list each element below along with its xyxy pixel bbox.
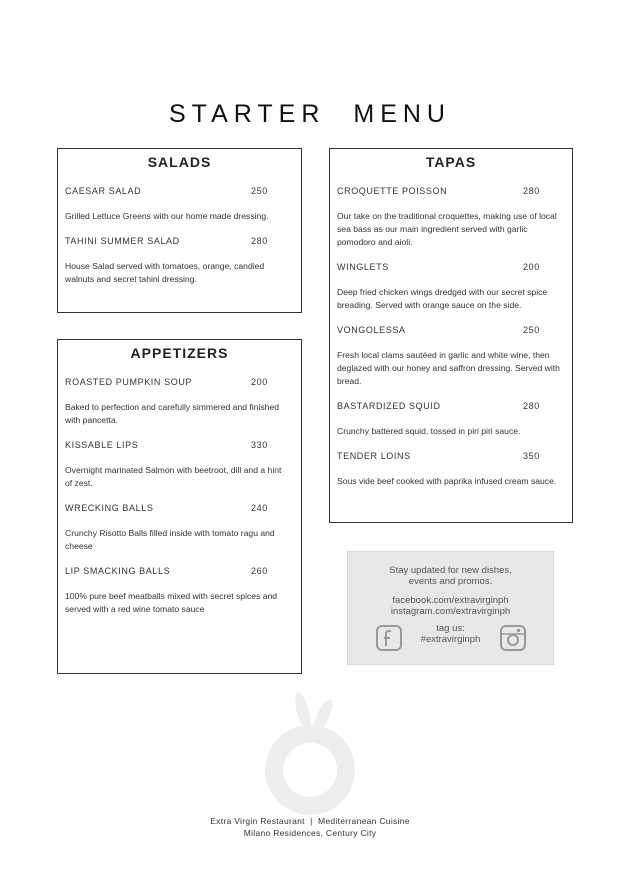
item-description: Crunchy Risotto Balls filled inside with tomato ragu and cheese [65,528,275,551]
instagram-icon[interactable] [500,625,526,651]
section-heading: TAPAS [425,154,477,170]
item-price: 250 [523,325,540,335]
item-name: CAESAR SALAD [65,186,142,196]
menu-item [337,450,565,463]
item-name: TENDER LOINS [337,451,411,461]
appetizers-section [57,339,302,674]
item-name: TAHINI SUMMER SALAD [65,236,180,246]
item-description: Overnight marinated Salmon with beetroot, dill and a hint of zest. [65,465,282,488]
menu-item [337,324,565,337]
item-name: WRECKING BALLS [65,503,154,513]
menu-item [65,439,294,452]
salads-section [57,148,302,313]
menu-item [337,185,565,198]
item-description: Deep fried chicken wings dredged with our secret spice breading. Served with orange sauce on the side. [337,287,548,310]
item-name: LIP SMACKING BALLS [65,566,171,576]
facebook-link[interactable]: facebook.com/extravirginph [392,595,509,606]
item-price: 350 [523,451,540,461]
item-price: 260 [251,566,268,576]
item-name: KISSABLE LIPS [65,440,139,450]
title-word-starter: STARTER [169,100,326,128]
hashtag: #extravirginph [420,634,481,645]
menu-item [65,185,294,198]
menu-item [337,400,565,413]
item-price: 240 [251,503,268,513]
item-description: Sous vide beef cooked with paprika infused cream sauce. [337,476,557,486]
section-heading: SALADS [147,154,212,170]
menu-item [65,502,294,515]
promo-text: Stay updated for new dishes, [389,565,512,576]
item-description: Our take on the traditional croquettes, making use of local sea bass as our main ingredient served with garlic pomodoro and aioli. [337,211,557,247]
footer [0,815,620,839]
item-name: ROASTED PUMPKIN SOUP [65,377,193,387]
item-description: Baked to perfection and carefully simmered and finished with pancetta. [65,402,280,425]
menu-item [65,565,294,578]
menu-item [65,235,294,248]
promo-text: events and promos. [408,576,493,587]
instagram-link[interactable]: instagram.com/extravirginph [390,606,511,617]
item-description: Grilled Lettuce Greens with our home made dressing. [65,211,269,221]
item-name: BASTARDIZED SQUID [337,401,441,411]
item-description: Fresh local clams sautéed in garlic and white wine, then deglazed with our honey and saffron dressing. Served with bread. [337,350,560,386]
item-price: 280 [251,236,268,246]
item-name: WINGLETS [337,262,389,272]
title-word-menu: MENU [353,100,451,128]
item-description: 100% pure beef meatballs mixed with secret spices and served with a red wine tomato sauce [65,591,278,614]
facebook-icon[interactable] [376,625,402,651]
item-price: 200 [251,377,268,387]
footer-address: Milano Residences, Century City [243,828,377,838]
section-heading: APPETIZERS [130,345,229,361]
item-description: Crunchy battered squid, tossed in piri piri sauce. [337,426,521,436]
menu-item [65,376,294,389]
item-description: House Salad served with tomatoes, orange, candied walnuts and secret tahini dressing. [65,261,265,284]
item-name: CROQUETTE POISSON [337,186,448,196]
item-price: 280 [523,401,540,411]
item-price: 280 [523,186,540,196]
tag-label: tag us: [436,623,465,634]
tapas-section [329,148,573,523]
social-media-panel [347,551,554,665]
logo-watermark-icon [255,690,365,815]
menu-item [337,261,565,274]
item-name: VONGOLESSA [337,325,406,335]
page-title [0,100,620,129]
item-price: 200 [523,262,540,272]
item-price: 250 [251,186,268,196]
item-price: 330 [251,440,268,450]
footer-restaurant: Extra Virgin Restaurant | Mediterranean Cuisine [210,816,410,826]
